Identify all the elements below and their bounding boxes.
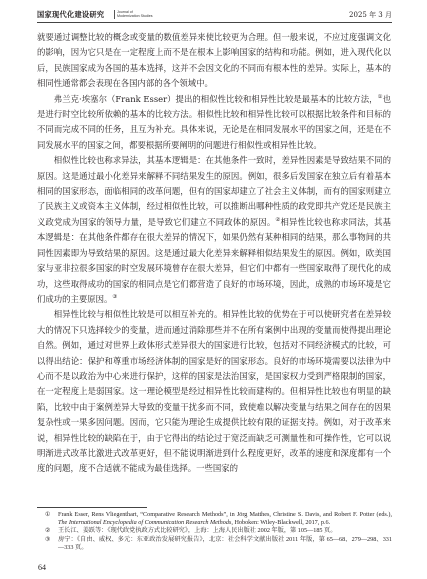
footnote-1 [37, 511, 392, 527]
page-number: 64 [38, 563, 46, 572]
footnote-mark-3: ③ [45, 535, 51, 543]
issue-date: 2025 年 3 月 [349, 11, 392, 19]
footnote-ref-3: ③ [112, 293, 118, 300]
footnote-1-text-b: , Hoboken: Wiley-Blackwell, 2017, p.6. [231, 519, 331, 527]
paragraph-3-text-b: 相异性比较也称求同法，其基本逻辑是：在其他条件都存在很大差异的情况下，如果仍然有某种相同的结果，那么事物间的共同性因素即为导致结果的原因。这是通过最大化差异来解释相似结果发生的原因。例如，欧美国家与亚非拉很多国家的时空发展环境曾存在很大差异，但它们中都有一些国家取得了现代化的成功，这些取得成功的国家的相同点是它们都营造了良好的市场环境，因此，成熟的市场环境是它们成功的主要原因。 [37, 216, 392, 304]
paragraph-3 [37, 153, 391, 307]
header-rule [37, 22, 392, 23]
footnote-ref-1: ① [377, 93, 383, 100]
paragraph-2-text-a: 弗兰克·埃塞尔（Frank Esser）提出的相似性比较和相异性比较是最基本的比较方法， [53, 93, 378, 104]
footnote-mark-1: ① [45, 511, 51, 518]
journal-english-line-2: Modernization Studies [117, 14, 153, 19]
paragraph-3-text-a: 相似性比较也称求异法，其基本逻辑是：在其他条件一致时，差异性因素是导致结果不同的原因。这是通过最小化差异来解释不同结果发生的原因。例如，很多后发国家在独立后有着基本相同的国家形态，面临相同的改革问题，但有的国家却建立了社会主义体制，而有的国家则建立了民族主义或资本主义体制，经过相似性比较，可以推断出哪种性质的政党即共产党还是民族主义政党成为国家的领导力量，是导致它们建立不同政体的原因。 [37, 155, 391, 227]
footnote-1-text-a: Frank Esser, Rens Vliegenthart, “Comparative Research Methods”, in Jörg Matthes, Christine S. Davis, and Robert F. Potter (eds.), [58, 511, 392, 518]
paragraph-2 [37, 92, 391, 154]
footnote-3-text: 房宁：《自由、威权、多元：东亚政治发展研究报告》，北京：社会科学文献出版社 2011 年版，第 65—68、279—298、331—333 页。 [58, 535, 392, 551]
footnote-ref-2: ② [275, 216, 281, 223]
paragraph-4: 相异性比较与相似性比较是可以相互补充的。相异性比较的优势在于可以使研究者在差异较大的情况下只选择较少的变量，进而通过消除那些并不在所有案例中出现的变量而使得提出理论自然。例如，通过对世界上政体形式差异很大的国家进行比较，包括对不同经济模式的比较，可以得出结论：保护和尊重市场经济体制的国家是好的国家形态。良好的市场环境需要以法律为中心而不是以政治为中心来进行保护，这样的国家是法治国家，是国家权力受到严格限制的国家，在一定程度上是弱国家。这一理论模型是经过相异性比较而建构的。但相异性比较也有明显的缺陷，比较中由于案例差异大导致的变量干扰多而不同，致使难以解决变量与结果之间存在的因果复杂性或一果多因问题。因而，它只能为理论生成提供比较有限的证据支持。例如，对于改革来说，相异性比较的缺陷在于，由于它得出的结论过于宽泛而缺乏可测量性和可操作性，它可以说明渐进式改革比激进式改革更好，但不能说明渐进到什么程度更好，改革的速度和深度都有一个度的问题，度不合适就不能成为最佳选择。一些国家的 [37, 309, 391, 474]
footnote-rule [37, 507, 147, 508]
journal-title: 国家现代化建设研究 [37, 10, 105, 19]
paragraph-1: 就要通过调整比较的概念或变量的数值差异来使比较更为合理。但一般来说，不应过度强调文化的影响，因为它只是在一定程度上而不是在根本上影响国家的结构和功能。例如，进入现代化以后，民族国家成为各国的基本选择，这并不会因文化的不同而有根本性的差异。实际上，基本的相同性通常都会表现在各国内部的各个领域中。 [37, 32, 391, 89]
footnote-2-text: 王长江、姜跃等：《现代政党执政方式比较研究》，上海：上海人民出版社 2002 年版，第 105—185 页。 [58, 527, 337, 535]
footnote-mark-2: ② [45, 527, 51, 535]
paragraph-2-text-b: 也是进行时空比较所依赖的基本的比较方法。相似性比较和相异性比较可以根据比较条件和目标的不同而完成不同的任务，且互为补充。具体来说，无论是在相同发展水平的国家之间，还是在不同发展水平的国家之间，都要根据所要阐明的问题进行相似性或相异性比较。 [37, 93, 391, 150]
footnote-3 [37, 536, 392, 552]
footnote-2 [37, 527, 392, 535]
header-divider [114, 10, 115, 19]
journal-english-logo [117, 10, 153, 18]
journal-english-line-1: Journal of [117, 10, 133, 14]
footnotes [37, 511, 392, 552]
footnote-1-book-title: The International Encyclopedia of Communication Research Methods [58, 519, 232, 527]
running-header [37, 9, 392, 21]
main-text [37, 30, 391, 477]
